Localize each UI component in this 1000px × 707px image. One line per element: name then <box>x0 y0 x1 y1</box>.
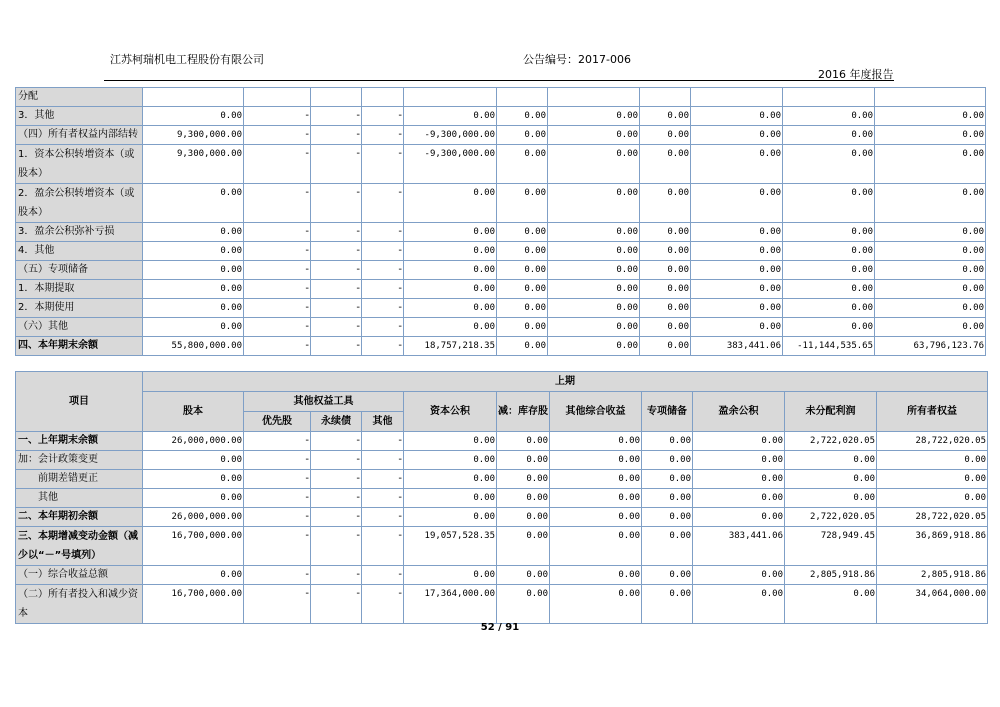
table-cell: 0.00 <box>404 299 497 318</box>
table-row <box>16 107 986 126</box>
table-cell: 63,796,123.76 <box>875 337 986 356</box>
table-cell <box>404 88 497 107</box>
table-row <box>16 432 988 451</box>
table-cell: 0.00 <box>497 242 548 261</box>
table-cell: 0.00 <box>404 470 497 489</box>
table-cell: 0.00 <box>404 242 497 261</box>
header-surplus-reserve: 盈余公积 <box>693 392 785 432</box>
table-cell: 0.00 <box>691 184 783 223</box>
table-cell: 0.00 <box>548 280 640 299</box>
table-cell: 2,805,918.86 <box>785 566 877 585</box>
table-cell: 0.00 <box>404 223 497 242</box>
table-cell: 0.00 <box>404 451 497 470</box>
table-cell: 9,300,000.00 <box>143 126 244 145</box>
table-cell: 0.00 <box>875 261 986 280</box>
table-cell: 0.00 <box>497 126 548 145</box>
table-cell: 18,757,218.35 <box>404 337 497 356</box>
table-cell: 0.00 <box>693 432 785 451</box>
row-label: （二）所有者投入和减少资本 <box>16 585 143 624</box>
table-cell: 0.00 <box>550 508 642 527</box>
row-label: 四、本年期末余额 <box>16 337 143 356</box>
table-cell: 0.00 <box>875 126 986 145</box>
table-cell: 0.00 <box>783 261 875 280</box>
table-cell: - <box>244 566 311 585</box>
table-cell: - <box>362 566 404 585</box>
table-cell: 728,949.45 <box>785 527 877 566</box>
table-cell: - <box>311 299 362 318</box>
table-cell: 0.00 <box>642 585 693 624</box>
table-cell: 0.00 <box>783 242 875 261</box>
table-cell: 0.00 <box>783 145 875 184</box>
table-cell: 0.00 <box>548 261 640 280</box>
table-cell: - <box>362 184 404 223</box>
table-row <box>16 566 988 585</box>
table-cell: 2,722,020.05 <box>785 432 877 451</box>
table-cell: 0.00 <box>875 318 986 337</box>
table-cell: - <box>311 318 362 337</box>
table-cell: 0.00 <box>691 318 783 337</box>
header-undistributed: 未分配利润 <box>785 392 877 432</box>
table-cell: 0.00 <box>691 126 783 145</box>
current-period-table <box>15 87 986 356</box>
table-row <box>16 318 986 337</box>
table-cell: - <box>311 508 362 527</box>
table-cell: - <box>362 145 404 184</box>
table-cell: 0.00 <box>783 184 875 223</box>
table-cell: 0.00 <box>497 451 550 470</box>
table-cell: 0.00 <box>640 280 691 299</box>
table-cell: - <box>311 432 362 451</box>
table-cell: 2,722,020.05 <box>785 508 877 527</box>
table-cell: 0.00 <box>550 566 642 585</box>
table-cell: 0.00 <box>404 432 497 451</box>
table-cell: - <box>362 470 404 489</box>
table-cell: 0.00 <box>143 107 244 126</box>
table-cell: - <box>311 145 362 184</box>
table-cell: 0.00 <box>550 451 642 470</box>
table-cell: 0.00 <box>404 489 497 508</box>
table-row <box>16 489 988 508</box>
table-cell: 0.00 <box>497 145 548 184</box>
table-cell: 0.00 <box>548 184 640 223</box>
table-cell: - <box>362 299 404 318</box>
table-cell: 0.00 <box>875 223 986 242</box>
table-cell: 0.00 <box>497 566 550 585</box>
table-row <box>16 184 986 223</box>
table-cell: 0.00 <box>693 508 785 527</box>
row-label: 3．盈余公积弥补亏损 <box>16 223 143 242</box>
row-label: 前期差错更正 <box>16 470 143 489</box>
row-label: 2．本期使用 <box>16 299 143 318</box>
table-cell <box>244 88 311 107</box>
table-cell: 0.00 <box>691 107 783 126</box>
table-cell: 0.00 <box>548 318 640 337</box>
company-name: 江苏柯瑞机电工程股份有限公司 <box>110 53 264 66</box>
header-total-equity: 所有者权益 <box>877 392 988 432</box>
row-label: 1．本期提取 <box>16 280 143 299</box>
table-cell: 0.00 <box>143 184 244 223</box>
table-cell: 0.00 <box>640 261 691 280</box>
table-cell: 0.00 <box>691 280 783 299</box>
table-cell: - <box>244 299 311 318</box>
row-label: 分配 <box>16 88 143 107</box>
table-cell: 0.00 <box>875 107 986 126</box>
table-cell: 0.00 <box>404 566 497 585</box>
table-cell: 0.00 <box>691 145 783 184</box>
table-cell: 0.00 <box>783 318 875 337</box>
table-cell: 0.00 <box>785 489 877 508</box>
table-cell: - <box>362 318 404 337</box>
table-row <box>16 261 986 280</box>
table-cell: - <box>244 242 311 261</box>
table-cell: 0.00 <box>642 566 693 585</box>
table-cell: 0.00 <box>875 299 986 318</box>
table-cell: 0.00 <box>404 280 497 299</box>
table-cell: 0.00 <box>404 508 497 527</box>
table-cell <box>783 88 875 107</box>
page-number: 52 / 91 <box>480 622 520 633</box>
table-cell: 0.00 <box>783 280 875 299</box>
table-row <box>16 223 986 242</box>
table-cell: - <box>362 585 404 624</box>
table-cell <box>362 88 404 107</box>
table-cell: - <box>311 337 362 356</box>
row-label: 一、上年期末余额 <box>16 432 143 451</box>
header-treasury: 减：库存股 <box>497 392 550 432</box>
row-label: 4．其他 <box>16 242 143 261</box>
table-cell: - <box>244 337 311 356</box>
table-cell: 0.00 <box>497 299 548 318</box>
table-cell: - <box>244 451 311 470</box>
table-cell: 0.00 <box>143 299 244 318</box>
table-cell: 0.00 <box>691 242 783 261</box>
table-cell: - <box>311 489 362 508</box>
table-cell: 383,441.06 <box>691 337 783 356</box>
report-title: 2016 年度报告 <box>818 68 894 81</box>
table-cell: 0.00 <box>548 242 640 261</box>
table-cell: 0.00 <box>143 280 244 299</box>
table-cell: 0.00 <box>548 145 640 184</box>
table-cell: 0.00 <box>404 261 497 280</box>
table-cell: 0.00 <box>691 299 783 318</box>
table-cell: 0.00 <box>693 585 785 624</box>
table-cell <box>143 88 244 107</box>
table-row <box>16 242 986 261</box>
table-cell: 0.00 <box>783 126 875 145</box>
table-cell: 0.00 <box>642 508 693 527</box>
header-period: 上期 <box>143 372 988 392</box>
row-label: （一）综合收益总额 <box>16 566 143 585</box>
table-cell: 0.00 <box>550 585 642 624</box>
table-row <box>16 280 986 299</box>
table-cell: 0.00 <box>550 489 642 508</box>
table-cell: 0.00 <box>550 432 642 451</box>
table-cell: - <box>362 508 404 527</box>
row-label: 2．盈余公积转增资本（或股本） <box>16 184 143 223</box>
table-cell: 0.00 <box>783 299 875 318</box>
header-perpetual: 永续债 <box>311 412 362 432</box>
table-cell: 0.00 <box>783 107 875 126</box>
header-special-reserve: 专项储备 <box>642 392 693 432</box>
row-label: （六）其他 <box>16 318 143 337</box>
table-cell: - <box>311 527 362 566</box>
table-cell: 0.00 <box>640 145 691 184</box>
table-cell: 0.00 <box>642 451 693 470</box>
table-cell: 0.00 <box>497 107 548 126</box>
table-row <box>16 508 988 527</box>
table-cell: 0.00 <box>875 184 986 223</box>
table-cell: 0.00 <box>640 107 691 126</box>
table-row <box>16 451 988 470</box>
header-item: 项目 <box>16 372 143 432</box>
table-cell: - <box>311 585 362 624</box>
table-cell: 36,869,918.86 <box>877 527 988 566</box>
header-other-equity-tools: 其他权益工具 <box>244 392 404 412</box>
table-cell: 0.00 <box>143 242 244 261</box>
table-cell <box>691 88 783 107</box>
table-cell: 19,057,528.35 <box>404 527 497 566</box>
table-cell: 0.00 <box>640 223 691 242</box>
table-cell: 0.00 <box>783 223 875 242</box>
table-cell: - <box>244 145 311 184</box>
table-cell: - <box>362 107 404 126</box>
table-cell: 0.00 <box>877 489 988 508</box>
table-cell: 0.00 <box>497 489 550 508</box>
table-cell: - <box>311 242 362 261</box>
table-cell: 0.00 <box>785 470 877 489</box>
table-cell: 0.00 <box>691 223 783 242</box>
table-cell <box>311 88 362 107</box>
table-cell: - <box>244 261 311 280</box>
table-cell: - <box>362 432 404 451</box>
table-row <box>16 145 986 184</box>
table-cell: 0.00 <box>497 470 550 489</box>
table-cell: 0.00 <box>497 432 550 451</box>
table-cell: - <box>311 223 362 242</box>
table-cell: 0.00 <box>548 107 640 126</box>
table-cell: 0.00 <box>785 451 877 470</box>
table-cell: 0.00 <box>642 527 693 566</box>
table-cell: 0.00 <box>875 280 986 299</box>
table-cell: 0.00 <box>691 261 783 280</box>
table-cell: 0.00 <box>548 223 640 242</box>
row-label: 1．资本公积转增资本（或股本） <box>16 145 143 184</box>
table-cell: 0.00 <box>143 489 244 508</box>
table-cell: 0.00 <box>497 585 550 624</box>
table-cell: 0.00 <box>497 527 550 566</box>
table-cell: 0.00 <box>404 184 497 223</box>
table-cell: - <box>362 489 404 508</box>
table-cell: 0.00 <box>875 242 986 261</box>
table-row <box>16 337 986 356</box>
table-cell: 0.00 <box>693 451 785 470</box>
table-cell: 34,064,000.00 <box>877 585 988 624</box>
table-cell: 0.00 <box>640 318 691 337</box>
table-cell: - <box>311 566 362 585</box>
table-cell: - <box>244 126 311 145</box>
header-other: 其他 <box>362 412 404 432</box>
table-cell: 0.00 <box>497 508 550 527</box>
table-cell: 0.00 <box>550 470 642 489</box>
table-cell: 0.00 <box>497 318 548 337</box>
table-cell: - <box>244 432 311 451</box>
table-cell: - <box>244 470 311 489</box>
table-cell: - <box>244 508 311 527</box>
table-cell: 0.00 <box>143 451 244 470</box>
table-cell: - <box>244 489 311 508</box>
table-row <box>16 299 986 318</box>
table-cell: 0.00 <box>548 337 640 356</box>
table-cell: - <box>244 318 311 337</box>
table-cell: - <box>244 585 311 624</box>
table-cell: 0.00 <box>693 470 785 489</box>
previous-period-table <box>15 371 988 624</box>
table-cell: - <box>311 126 362 145</box>
table-cell <box>548 88 640 107</box>
table-cell: 0.00 <box>875 145 986 184</box>
table-cell: 0.00 <box>497 261 548 280</box>
table-cell: 0.00 <box>877 451 988 470</box>
table-cell: - <box>311 451 362 470</box>
table-cell: - <box>362 223 404 242</box>
table-cell: 9,300,000.00 <box>143 145 244 184</box>
table-cell: 0.00 <box>404 107 497 126</box>
table-cell: - <box>362 527 404 566</box>
row-label: 三、本期增减变动金额（减少以“－”号填列） <box>16 527 143 566</box>
table-cell: - <box>244 184 311 223</box>
table-cell: 0.00 <box>143 566 244 585</box>
row-label: 加：会计政策变更 <box>16 451 143 470</box>
table-cell <box>875 88 986 107</box>
table-cell <box>497 88 548 107</box>
table-cell: - <box>362 337 404 356</box>
table-cell: - <box>362 242 404 261</box>
table-cell: - <box>362 126 404 145</box>
table-cell: 26,000,000.00 <box>143 508 244 527</box>
table-cell: 0.00 <box>497 337 548 356</box>
table-cell: 2,805,918.86 <box>877 566 988 585</box>
table-cell: - <box>311 280 362 299</box>
table-cell: 0.00 <box>497 280 548 299</box>
row-label: 其他 <box>16 489 143 508</box>
table-cell: 0.00 <box>642 489 693 508</box>
table-row <box>16 88 986 107</box>
table-cell: - <box>311 470 362 489</box>
table-row <box>16 470 988 489</box>
table-row <box>16 527 988 566</box>
announcement-number: 公告编号：2017-006 <box>523 53 631 66</box>
table-cell: - <box>362 280 404 299</box>
row-label: （四）所有者权益内部结转 <box>16 126 143 145</box>
table-cell: 17,364,000.00 <box>404 585 497 624</box>
table-cell: - <box>362 261 404 280</box>
table-cell: 0.00 <box>640 184 691 223</box>
table-cell: 0.00 <box>640 242 691 261</box>
table-cell: - <box>244 527 311 566</box>
table-cell: 0.00 <box>550 527 642 566</box>
table-cell: - <box>244 223 311 242</box>
table-cell: 0.00 <box>143 318 244 337</box>
table-cell: - <box>244 107 311 126</box>
table-cell: 28,722,020.05 <box>877 508 988 527</box>
table-cell: 0.00 <box>143 470 244 489</box>
header-oci: 其他综合收益 <box>550 392 642 432</box>
table-cell: 0.00 <box>877 470 988 489</box>
table-cell: 383,441.06 <box>693 527 785 566</box>
table-cell: - <box>362 451 404 470</box>
table-cell: 0.00 <box>640 299 691 318</box>
table-cell: 16,700,000.00 <box>143 527 244 566</box>
table-cell: -9,300,000.00 <box>404 126 497 145</box>
table-cell: -11,144,535.65 <box>783 337 875 356</box>
table-row <box>16 126 986 145</box>
table-cell: 55,800,000.00 <box>143 337 244 356</box>
table-cell: 28,722,020.05 <box>877 432 988 451</box>
table-cell: - <box>311 261 362 280</box>
table-row <box>16 585 988 624</box>
table-cell: 0.00 <box>785 585 877 624</box>
table-cell: 16,700,000.00 <box>143 585 244 624</box>
table-cell: - <box>244 280 311 299</box>
row-label: （五）专项储备 <box>16 261 143 280</box>
header-rule <box>104 80 894 81</box>
header-preferred: 优先股 <box>244 412 311 432</box>
header-share-capital: 股本 <box>143 392 244 432</box>
header-capital-reserve: 资本公积 <box>404 392 497 432</box>
table-cell: 0.00 <box>143 223 244 242</box>
table-cell <box>640 88 691 107</box>
table-cell: 0.00 <box>404 318 497 337</box>
table-cell: 0.00 <box>548 126 640 145</box>
table-cell: 0.00 <box>497 223 548 242</box>
row-label: 3．其他 <box>16 107 143 126</box>
table-cell: -9,300,000.00 <box>404 145 497 184</box>
table-cell: 0.00 <box>640 126 691 145</box>
table-cell: 0.00 <box>548 299 640 318</box>
table-cell: 0.00 <box>143 261 244 280</box>
row-label: 二、本年期初余额 <box>16 508 143 527</box>
table-cell: - <box>311 107 362 126</box>
table-cell: 0.00 <box>693 566 785 585</box>
table-cell: - <box>311 184 362 223</box>
table-cell: 0.00 <box>640 337 691 356</box>
table-cell: 26,000,000.00 <box>143 432 244 451</box>
table-cell: 0.00 <box>693 489 785 508</box>
table-cell: 0.00 <box>497 184 548 223</box>
table-cell: 0.00 <box>642 432 693 451</box>
table-cell: 0.00 <box>642 470 693 489</box>
